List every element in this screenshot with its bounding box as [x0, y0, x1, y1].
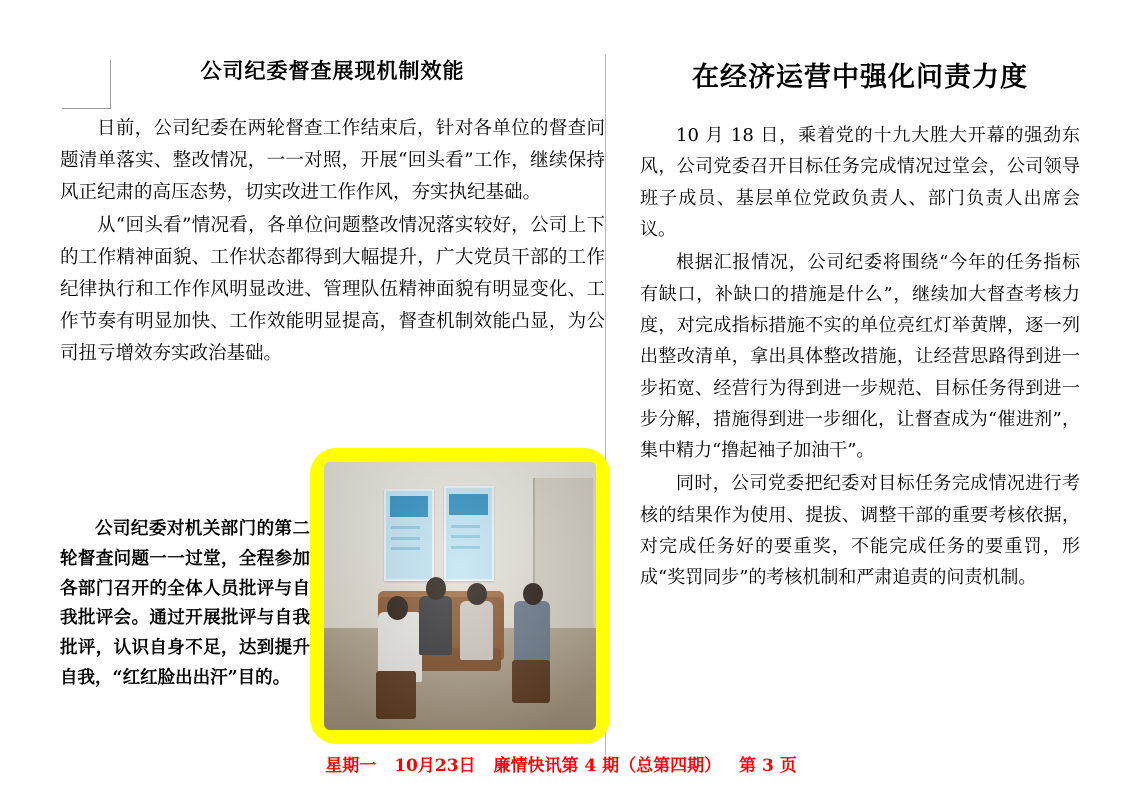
photo-lighting	[324, 462, 596, 730]
meeting-photo	[324, 462, 596, 730]
right-column	[640, 55, 1080, 596]
right-article-paragraph-2: 根据汇报情况，公司纪委将围绕“今年的任务指标有缺口，补缺口的措施是什么”，继续加大督查考核力度，对完成指标措施不实的单位亮红灯举黄牌，逐一列出整改清单，拿出具体整改措施，让经营思路得到进一步拓宽、经营行为得到进一步规范、目标任务得到进一步分解，措施得到进一步细化，让督查成为“催进剂”，集中精力“撸起袖子加油干”。	[640, 252, 1080, 462]
photo-caption: 公司纪委对机关部门的第二轮督查问题一一过堂，全程参加各部门召开的全体人员批评与自我批评会。通过开展批评与自我批评，认识自身不足，达到提升自我，“红红脸出出汗”目的。	[60, 519, 310, 688]
footer-date: 10月23日	[394, 756, 476, 776]
right-article-paragraph-1: 10 月 18 日，乘着党的十九大胜大开幕的强劲东风，公司党委召开目标任务完成情况过堂会，公司领导班子成员、基层单位党政负责人、部门负责人出席会议。	[640, 125, 1080, 240]
footer-weekday: 星期一	[325, 756, 377, 776]
page-footer	[0, 751, 1122, 776]
footer-issue: 廉情快讯第 4 期（总第四期）	[493, 756, 722, 776]
left-article-paragraph-2: 从“回头看”情况看，各单位问题整改情况落实较好，公司上下的工作精神面貌、工作状态都得到大幅提升，广大党员干部的工作纪律执行和工作作风明显改进、管理队伍精神面貌有明显变化、工作节奏有明显加快、工作效能明显提高，督查机制效能凸显，为公司扭亏增效夯实政治基础。	[60, 215, 605, 364]
right-article-paragraph-3: 同时，公司党委把纪委对目标任务完成情况进行考核的结果作为使用、提拔、调整干部的重要考核依据，对完成任务好的要重奖，不能完成任务的要重罚，形成“奖罚同步”的考核机制和严肃追责的问责机制。	[640, 473, 1080, 589]
right-article-headline: 在经济运营中强化问责力度	[692, 62, 1028, 93]
left-article-headline: 公司纪委督查展现机制效能	[200, 58, 465, 83]
left-article-paragraph-1: 日前，公司纪委在两轮督查工作结束后，针对各单位的督查问题清单落实、整改情况，一一对照，开展“回头看”工作，继续保持风正纪肃的高压态势，切实改进工作作风，夯实执纪基础。	[60, 118, 605, 203]
photo-frame	[310, 448, 610, 744]
footer-page-number: 第 3 页	[739, 756, 797, 776]
left-column	[60, 55, 605, 372]
